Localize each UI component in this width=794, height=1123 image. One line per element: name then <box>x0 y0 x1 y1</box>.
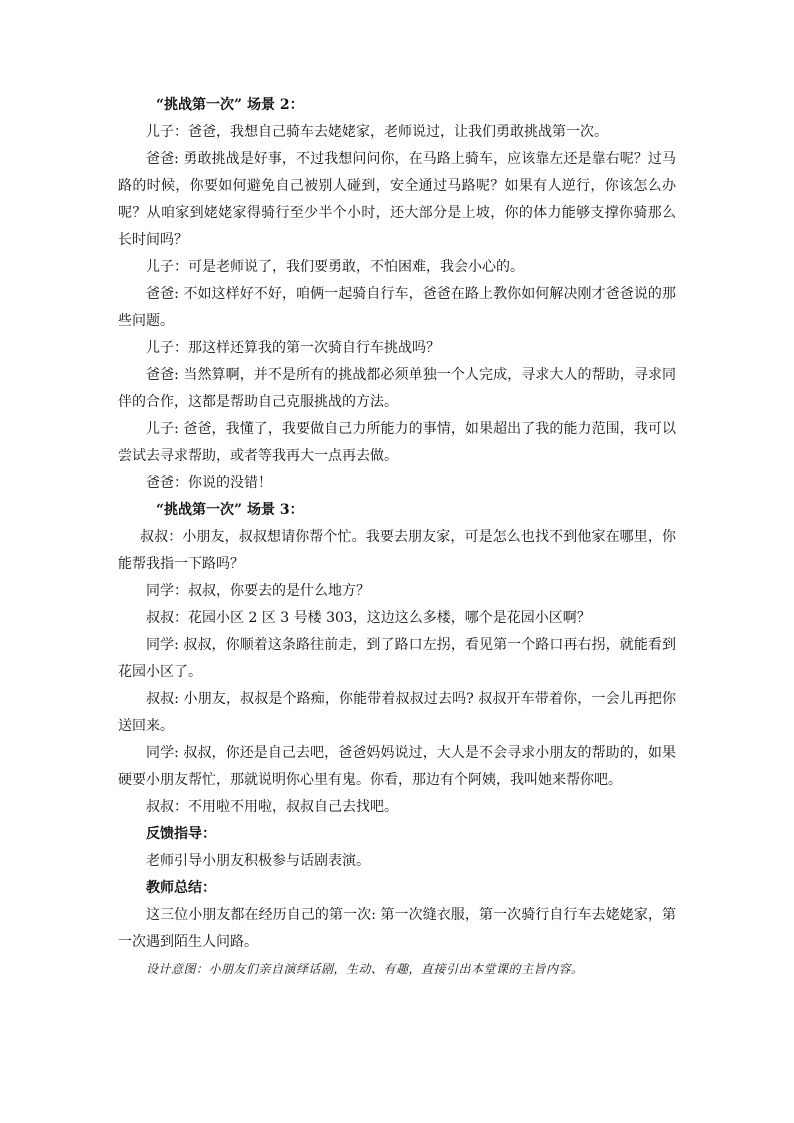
dialogue-line: 同学：叔叔，你要去的是什么地方？ <box>146 583 370 599</box>
summary-text: 这三位小朋友都在经历自己的第一次: 第一次缝衣服，第一次骑行自行车去姥姥家，第一次遇到陌生人问路。 <box>118 907 676 950</box>
feedback-title: 反馈指导： <box>146 826 216 842</box>
dialogue-line: 爸爸: 勇敢挑战是好事，不过我想问问你，在马路上骑车，应该靠左还是靠右呢？过马路的时候，你要如何避免自己被别人碰到，安全通过马路呢？如果有人逆行，你该怎么办呢？从咱家到姥姥家得骑行至少半个小时，还大部分是上坡，你的体力能够支撑你骑那么长时间吗？ <box>118 151 676 248</box>
dialogue-line: 儿子：那这样还算我的第一次骑自行车挑战吗？ <box>146 340 440 356</box>
dialogue-line: 爸爸：你说的没错！ <box>146 475 272 491</box>
scene-3-title: “挑战第一次” 场景 3： <box>156 502 304 518</box>
dialogue-line: 同学: 叔叔，你顺着这条路往前走，到了路口左拐，看见第一个路口再右拐，就能看到花园小区了。 <box>118 637 676 680</box>
dialogue-line: 儿子: 爸爸，我懂了，我要做自己力所能力的事情，如果超出了我的能力范围，我可以尝试去寻求帮助，或者等我再大一点再去做。 <box>118 421 676 464</box>
dialogue-line: 儿子：爸爸，我想自己骑车去姥姥家，老师说过，让我们勇敢挑战第一次。 <box>146 124 608 140</box>
document-body <box>118 92 676 983</box>
dialogue-line: 叔叔：花园小区 2 区 3 号楼 303，这边这么多楼，哪个是花园小区啊？ <box>146 610 591 626</box>
dialogue-line: 叔叔: 小朋友，叔叔是个路痴，你能带着叔叔过去吗? 叔叔开车带着你，一会儿再把你送回来。 <box>118 691 676 734</box>
dialogue-line: 叔叔：小朋友，叔叔想请你帮个忙。我要去朋友家，可是怎么也找不到他家在哪里，你能帮我指一下路吗？ <box>118 529 676 572</box>
dialogue-line: 爸爸: 不如这样好不好，咱俩一起骑自行车，爸爸在路上教你如何解决刚才爸爸说的那些问题。 <box>118 286 676 329</box>
design-note: 设计意图：小朋友们亲自演绎话剧，生动、有趣，直接引出本堂课的主旨内容。 <box>146 962 584 976</box>
dialogue-line: 同学: 叔叔，你还是自己去吧，爸爸妈妈说过，大人是不会寻求小朋友的帮助的，如果硬要小朋友帮忙，那就说明你心里有鬼。你看，那边有个阿姨，我叫她来帮你吧。 <box>118 745 676 788</box>
dialogue-line: 儿子：可是老师说了，我们要勇敢，不怕困难，我会小心的。 <box>146 259 524 275</box>
summary-title: 教师总结： <box>146 880 216 896</box>
dialogue-line: 爸爸: 当然算啊，并不是所有的挑战都必须单独一个人完成，寻求大人的帮助，寻求同伴的合作，这都是帮助自己克服挑战的方法。 <box>118 367 676 410</box>
scene-2-title: “挑战第一次” 场景 2： <box>156 97 304 113</box>
dialogue-line: 叔叔：不用啦不用啦，叔叔自己去找吧。 <box>146 799 398 815</box>
feedback-text: 老师引导小朋友积极参与话剧表演。 <box>146 853 370 869</box>
